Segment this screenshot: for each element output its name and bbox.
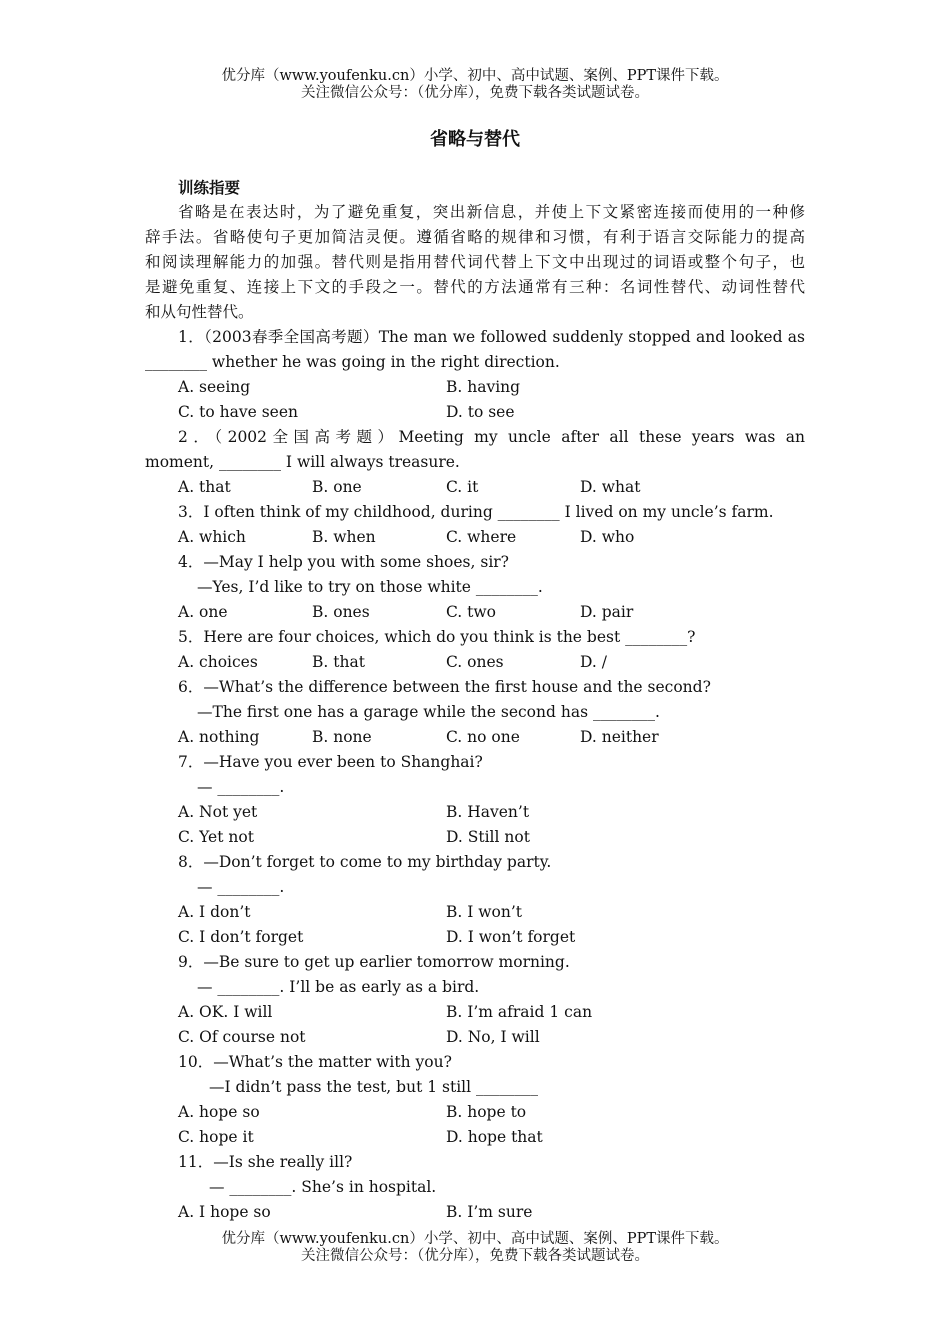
question-7-options xyxy=(145,825,805,850)
page-title: 省略与替代 xyxy=(430,129,520,150)
question-9-reply: — ________. I’ll be as early as a bird. xyxy=(197,978,480,996)
question-10-stem: 10．—What’s the matter with you? xyxy=(178,1053,452,1071)
question-10-reply: —I didn’t pass the test, but 1 still ________ xyxy=(209,1078,538,1096)
option-a: A. that xyxy=(178,478,231,496)
question-5-options xyxy=(145,650,805,675)
question-1-stem: 1．（2003春季全国高考题）The man we followed suddenly stopped and looked as xyxy=(178,328,805,346)
option-d: D. to see xyxy=(446,403,515,421)
option-a: A. OK. I will xyxy=(178,1003,273,1021)
question-10-options xyxy=(145,1125,805,1150)
option-b: B. having xyxy=(446,378,521,396)
question-5-stem: 5．Here are four choices, which do you think is the best ________? xyxy=(178,628,696,646)
page-header xyxy=(0,68,950,102)
question-10-options xyxy=(145,1100,805,1125)
option-c: C. I don’t forget xyxy=(178,928,304,946)
option-b: B. hope to xyxy=(446,1103,527,1121)
question-7-stem: 7．—Have you ever been to Shanghai? xyxy=(178,753,483,771)
option-b: B. that xyxy=(312,653,365,671)
question-11-reply: — ________. She’s in hospital. xyxy=(209,1178,437,1196)
option-b: B. one xyxy=(312,478,362,496)
option-d: D. neither xyxy=(580,728,659,746)
question-11-options xyxy=(145,1200,805,1225)
question-1-stem-cont: ________ whether he was going in the right direction. xyxy=(145,353,560,371)
intro-paragraph-line: 省略是在表达时，为了避免重复，突出新信息，并使上下文紧密连接而使用的一种修 xyxy=(178,203,805,221)
option-a: A. hope so xyxy=(178,1103,260,1121)
question-4-stem: 4．—May I help you with some shoes, sir? xyxy=(178,553,509,571)
option-d: D. who xyxy=(580,528,635,546)
document-body xyxy=(145,175,805,1225)
question-2-stem: 2．（2002全国高考题）Meeting my uncle after all these years was an xyxy=(178,428,805,446)
question-1-options xyxy=(145,375,805,400)
question-6-options xyxy=(145,725,805,750)
intro-paragraph-line: 是避免重复、连接上下文的手段之一。替代的方法通常有三种：名词性替代、动词性替代 xyxy=(145,278,805,296)
option-a: A. one xyxy=(178,603,228,621)
question-9-options xyxy=(145,1000,805,1025)
option-d: D. pair xyxy=(580,603,634,621)
question-1-options xyxy=(145,400,805,425)
option-a: A. I hope so xyxy=(178,1203,271,1221)
option-d: D. / xyxy=(580,653,607,671)
option-c: C. Of course not xyxy=(178,1028,306,1046)
option-c: C. no one xyxy=(446,728,520,746)
question-9-options xyxy=(145,1025,805,1050)
intro-paragraph-line: 和阅读理解能力的加强。替代则是指用替代词代替上下文中出现过的词语或整个句子，也 xyxy=(145,253,805,271)
option-c: C. Yet not xyxy=(178,828,254,846)
option-a: A. I don’t xyxy=(178,903,251,921)
option-d: D. I won’t forget xyxy=(446,928,576,946)
option-b: B. I’m sure xyxy=(446,1203,533,1221)
section-heading: 训练指要 xyxy=(178,178,241,197)
question-3-options xyxy=(145,525,805,550)
page-footer xyxy=(0,1231,950,1265)
footer-line-1: 优分库（www.youfenku.cn）小学、初中、高中试题、案例、PPT课件下载。 xyxy=(221,1231,729,1247)
header-line-1: 优分库（www.youfenku.cn）小学、初中、高中试题、案例、PPT课件下载。 xyxy=(221,68,729,84)
option-c: C. where xyxy=(446,528,517,546)
option-a: A. nothing xyxy=(178,728,260,746)
option-d: D. Still not xyxy=(446,828,530,846)
question-11-stem: 11．—Is she really ill? xyxy=(178,1153,353,1171)
option-b: B. none xyxy=(312,728,372,746)
option-d: D. what xyxy=(580,478,641,496)
option-b: B. I’m afraid 1 can xyxy=(446,1003,593,1021)
option-b: B. Haven’t xyxy=(446,803,530,821)
option-a: A. choices xyxy=(178,653,258,671)
question-6-stem: 6．—What’s the difference between the first house and the second? xyxy=(178,678,711,696)
option-a: A. Not yet xyxy=(178,803,258,821)
option-b: B. when xyxy=(312,528,376,546)
option-b: B. I won’t xyxy=(446,903,523,921)
option-d: D. hope that xyxy=(446,1128,543,1146)
question-8-stem: 8．—Don’t forget to come to my birthday party. xyxy=(178,853,552,871)
option-c: C. hope it xyxy=(178,1128,254,1146)
option-c: C. ones xyxy=(446,653,504,671)
question-4-reply: —Yes, I’d like to try on those white ________. xyxy=(197,578,543,596)
footer-line-2: 关注微信公众号：（优分库），免费下载各类试题试卷。 xyxy=(301,1248,649,1264)
question-8-reply: — ________. xyxy=(197,878,285,896)
question-2-stem-cont: moment, ________ I will always treasure. xyxy=(145,453,460,471)
question-9-stem: 9．—Be sure to get up earlier tomorrow morning. xyxy=(178,953,570,971)
question-6-reply: —The first one has a garage while the second has ________. xyxy=(197,703,660,721)
intro-paragraph-line: 辞手法。省略使句子更加简洁灵便。遵循省略的规律和习惯，有利于语言交际能力的提高 xyxy=(145,228,805,246)
option-a: A. seeing xyxy=(178,378,251,396)
question-2-options xyxy=(145,475,805,500)
question-8-options xyxy=(145,925,805,950)
question-7-reply: — ________. xyxy=(197,778,285,796)
option-a: A. which xyxy=(178,528,246,546)
header-line-2: 关注微信公众号：（优分库），免费下载各类试题试卷。 xyxy=(301,85,649,101)
option-c: C. two xyxy=(446,603,496,621)
option-d: D. No, I will xyxy=(446,1028,540,1046)
option-b: B. ones xyxy=(312,603,370,621)
option-c: C. to have seen xyxy=(178,403,299,421)
question-8-options xyxy=(145,900,805,925)
question-4-options xyxy=(145,600,805,625)
option-c: C. it xyxy=(446,478,479,496)
intro-paragraph-line: 和从句性替代。 xyxy=(145,303,254,321)
question-7-options xyxy=(145,800,805,825)
question-3-stem: 3．I often think of my childhood, during ________ I lived on my uncle’s farm. xyxy=(178,503,774,521)
